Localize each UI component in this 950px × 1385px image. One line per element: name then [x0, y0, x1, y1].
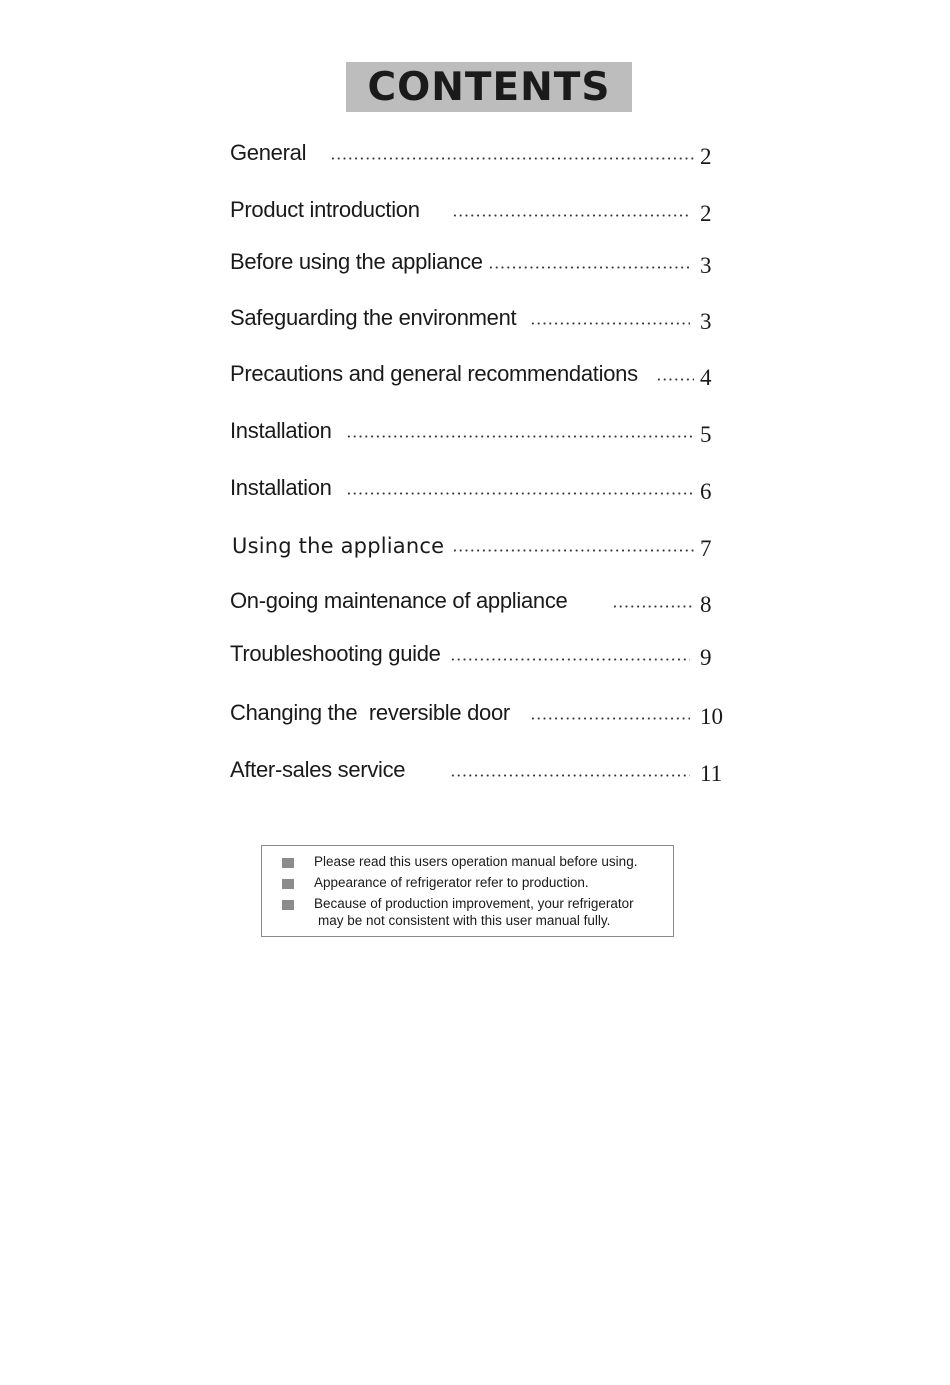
toc-leader-dots	[530, 717, 690, 720]
toc-page-number: 9	[700, 645, 712, 670]
square-bullet-icon	[282, 858, 294, 868]
toc-page-number: 3	[700, 309, 712, 334]
toc-page-number: 7	[700, 536, 712, 561]
toc-label: Changing the reversible door	[230, 700, 510, 725]
toc-entry-troubleshooting[interactable]	[0, 639, 950, 673]
note-text: Appearance of refrigerator refer to production.	[314, 875, 589, 890]
page-title: CONTENTS	[367, 64, 611, 110]
toc-label: Safeguarding the environment	[230, 305, 517, 330]
toc-page-number: 10	[700, 704, 723, 729]
toc-leader-dots	[450, 774, 690, 777]
toc-leader-dots	[612, 605, 694, 608]
toc-entry-maintenance[interactable]	[0, 586, 950, 620]
square-bullet-icon	[282, 879, 294, 889]
toc-label: Product introduction	[230, 197, 420, 222]
toc-page-number: 5	[700, 422, 712, 447]
toc-leader-dots	[530, 322, 690, 325]
square-bullet-icon	[282, 900, 294, 910]
toc-label: Precautions and general recommendations	[230, 361, 638, 386]
toc-entry-safeguarding[interactable]	[0, 303, 950, 337]
note-text: Please read this users operation manual before using.	[314, 854, 638, 869]
toc-leader-dots	[488, 266, 690, 269]
toc-label: Installation	[230, 475, 332, 500]
toc-page-number: 4	[700, 365, 712, 390]
toc-label: Troubleshooting guide	[230, 641, 441, 666]
toc-label: Before using the appliance	[230, 249, 483, 274]
toc-entry-before-using[interactable]	[0, 247, 950, 281]
toc-page-number: 6	[700, 479, 712, 504]
toc-page-number: 11	[700, 761, 723, 786]
toc-page-number: 2	[700, 144, 712, 169]
toc-entry-after-sales[interactable]	[0, 755, 950, 789]
toc-leader-dots	[452, 549, 694, 552]
toc-entry-reversible-door[interactable]	[0, 698, 950, 732]
toc-leader-dots	[346, 435, 694, 438]
toc-page-number: 8	[700, 592, 712, 617]
toc-label: Installation	[230, 418, 332, 443]
toc-leader-dots	[346, 492, 694, 495]
toc-label: On-going maintenance of appliance	[230, 588, 568, 613]
note-text-continuation: may be not consistent with this user manual fully.	[318, 913, 611, 928]
toc-entry-general[interactable]	[0, 138, 950, 172]
toc-entry-precautions[interactable]	[0, 359, 950, 393]
toc-page-number: 3	[700, 253, 712, 278]
note-text: Because of production improvement, your refrigerator	[314, 896, 634, 911]
toc-entry-product-introduction[interactable]	[0, 195, 950, 229]
toc-label: Using the appliance	[232, 534, 445, 558]
toc-entry-installation-6[interactable]	[0, 473, 950, 507]
toc-leader-dots	[452, 214, 688, 217]
toc-label: After-sales service	[230, 757, 406, 782]
toc-leader-dots	[450, 658, 690, 661]
toc-entry-installation-5[interactable]	[0, 416, 950, 450]
toc-page-number: 2	[700, 201, 712, 226]
notes-box	[261, 845, 674, 937]
toc-leader-dots	[656, 378, 694, 381]
toc-entry-using[interactable]	[0, 530, 950, 564]
toc-leader-dots	[330, 157, 694, 160]
toc-label: General	[230, 140, 307, 165]
